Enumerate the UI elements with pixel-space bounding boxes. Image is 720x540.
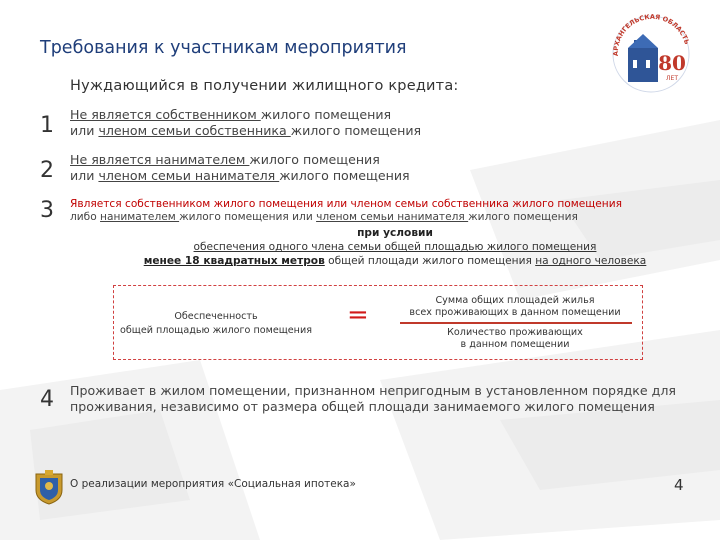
text: жилого помещения <box>290 123 422 138</box>
requirement-1 <box>70 107 421 139</box>
condition-heading: при условии <box>357 227 433 239</box>
text: жилого помещения <box>468 211 578 223</box>
formula-denominator <box>395 327 635 351</box>
condition-line: обеспечения одного члена семьи общей площадью жилого помещения <box>193 241 597 253</box>
text-underlined: членом семьи нанимателя <box>98 168 280 183</box>
item-number: 3 <box>40 198 54 223</box>
requirement-4 <box>70 383 676 415</box>
svg-text:АРХАНГЕЛЬСКАЯ ОБЛАСТЬ: АРХАНГЕЛЬСКАЯ ОБЛАСТЬ <box>611 12 691 57</box>
text: жилого помещения <box>260 107 392 122</box>
coat-of-arms-icon <box>32 468 66 506</box>
text: Является собственником жилого помещения или членом семьи собственника жилого помещения <box>70 198 622 210</box>
text: или <box>70 123 99 138</box>
text: Количество проживающих <box>447 327 583 338</box>
page-number: 4 <box>674 476 684 494</box>
text-underlined: нанимателем <box>100 211 180 223</box>
item-number: 2 <box>40 158 54 183</box>
text: проживания, независимо от размера общей площади занимаемого жилого помещения <box>70 399 655 414</box>
text: общей площади жилого помещения <box>324 255 536 267</box>
text-underlined: членом семьи нанимателя <box>316 211 469 223</box>
anniversary-emblem <box>606 6 696 94</box>
text: Проживает в жилом помещении, признанном непригодным в установленном порядке для <box>70 383 676 398</box>
text: жилого помещения или <box>179 211 317 223</box>
item-number: 1 <box>40 113 54 138</box>
requirement-2 <box>70 152 410 184</box>
svg-text:80: 80 <box>658 51 686 75</box>
formula-left-side <box>116 310 316 338</box>
condition-line <box>70 254 720 268</box>
fraction-line <box>400 322 632 324</box>
condition-block <box>70 226 720 268</box>
text: всех проживающих в данном помещении <box>409 307 621 318</box>
item-number: 4 <box>40 387 54 412</box>
text-underlined: на одного человека <box>535 255 647 267</box>
subtitle: Нуждающийся в получении жилищного кредита: <box>70 78 459 94</box>
svg-text:ЛЕТ: ЛЕТ <box>666 75 678 82</box>
text: или <box>70 168 99 183</box>
text: общей площадью жилого помещения <box>120 325 312 336</box>
equals-sign: = <box>347 300 369 330</box>
page-title: Требования к участникам мероприятия <box>40 38 407 58</box>
text: либо <box>70 211 101 223</box>
footer-text: О реализации мероприятия «Социальная ипотека» <box>70 478 356 490</box>
formula-numerator <box>395 295 635 319</box>
text-underlined: Не является нанимателем <box>70 152 250 167</box>
text-underlined: членом семьи собственника <box>98 123 291 138</box>
text: Обеспеченность <box>174 311 258 322</box>
text: жилого помещения <box>279 168 410 183</box>
text: жилого помещения <box>249 152 380 167</box>
text: в данном помещении <box>460 339 570 350</box>
requirement-3 <box>70 198 622 224</box>
text-bold-underlined: менее 18 квадратных метров <box>143 255 325 267</box>
text: Сумма общих площадей жилья <box>435 295 595 306</box>
text-underlined: Не является собственником <box>70 107 261 122</box>
